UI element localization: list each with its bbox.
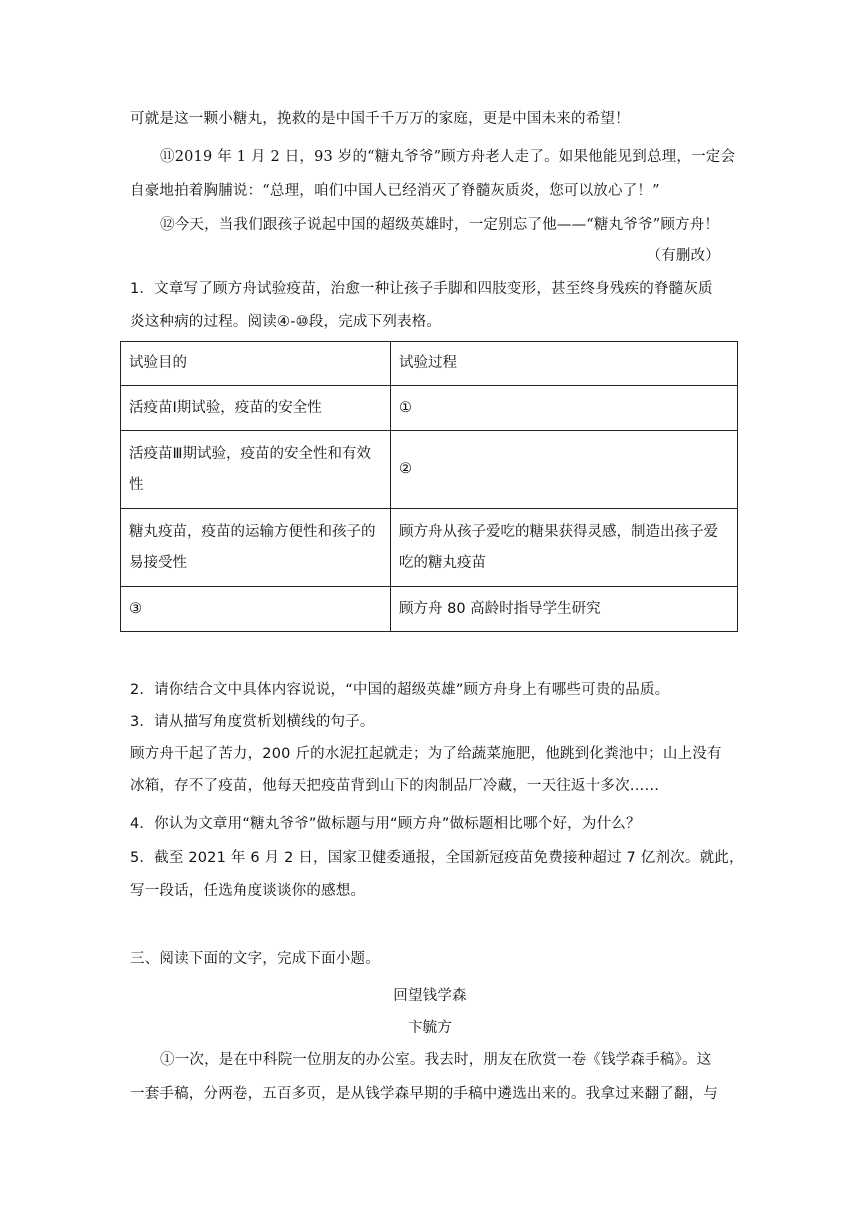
table-cell: 顾方舟 80 高龄时指导学生研究 — [391, 587, 738, 632]
question-4: 4．你认为文章用“糖丸爷爷”做标题与用“顾方舟”做标题相比哪个好，为什么？ — [130, 816, 641, 832]
table-cell: ① — [391, 386, 738, 431]
question-1-line-2: 炎这种病的过程。阅读④-⑩段，完成下列表格。 — [130, 314, 442, 330]
table-cell: ② — [391, 431, 738, 509]
question-1-line-1: 1．文章写了顾方舟试验疫苗，治愈一种让孩子手脚和四肢变形，甚至终身残疾的脊髓灰质 — [130, 281, 713, 297]
table-cell: ③ — [121, 587, 391, 632]
table-row — [121, 431, 738, 509]
table-header-row — [121, 342, 738, 386]
table-cell: 糖丸疫苗，疫苗的运输方便性和孩子的易接受性 — [121, 509, 391, 587]
question-5-line-1: 5．截至 2021 年 6 月 2 日，国家卫健委通报，全国新冠疫苗免费接种超过 7 亿剂次。就此， — [130, 850, 744, 866]
table-cell: 活疫苗Ⅰ期试验，疫苗的安全性 — [121, 386, 391, 431]
source-note: （有删改） — [646, 248, 720, 264]
question-3: 3．请从描写角度赏析划横线的句子。 — [130, 714, 375, 730]
article-title: 回望钱学森 — [393, 988, 467, 1004]
table-header-cell: 试验过程 — [391, 342, 738, 386]
quoted-sentence-line-1: 顾方舟干起了苦力，200 斤的水泥扛起就走；为了给蔬菜施肥，他跳到化粪池中；山上没有 — [130, 746, 722, 762]
paragraph-line: ①一次，是在中科院一位朋友的办公室。我去时，朋友在欣赏一卷《钱学森手稿》。这 — [160, 1052, 712, 1068]
table-header-cell: 试验目的 — [121, 342, 391, 386]
table-cell: 活疫苗Ⅲ期试验，疫苗的安全性和有效性 — [121, 431, 391, 509]
text-line: 自豪地拍着胸脯说：“总理，咱们中国人已经消灭了脊髓灰质炎，您可以放心了！” — [130, 183, 660, 199]
question-2: 2．请你结合文中具体内容说说，“中国的超级英雄”顾方舟身上有哪些可贵的品质。 — [130, 682, 670, 698]
text-line: 可就是这一颗小糖丸，挽救的是中国千千万万的家庭，更是中国未来的希望！ — [130, 111, 630, 127]
text-line: ⑫今天，当我们跟孩子说起中国的超级英雄时，一定别忘了他——“糖丸爷爷”顾方舟！ — [160, 217, 720, 233]
question-5-line-2: 写一段话，任选角度谈谈你的感想。 — [130, 883, 366, 899]
quoted-sentence-line-2: 冰箱，存不了疫苗，他每天把疫苗背到山下的肉制品厂冷藏，一天往返十多次…… — [130, 778, 660, 794]
table-row — [121, 386, 738, 431]
article-author: 卞毓方 — [407, 1020, 453, 1036]
table-row — [121, 509, 738, 587]
section-heading: 三、阅读下面的文字，完成下面小题。 — [130, 951, 380, 967]
text-line: ⑪2019 年 1 月 2 日，93 岁的“糖丸爷爷”顾方舟老人走了。如果他能见到总理，一定会 — [160, 149, 736, 165]
paragraph-line: 一套手稿，分两卷，五百多页，是从钱学森早期的手稿中遴选出来的。我拿过来翻了翻，与 — [130, 1086, 718, 1102]
experiment-table — [120, 341, 738, 632]
table-row — [121, 587, 738, 632]
table-cell: 顾方舟从孩子爱吃的糖果获得灵感，制造出孩子爱吃的糖丸疫苗 — [391, 509, 738, 587]
